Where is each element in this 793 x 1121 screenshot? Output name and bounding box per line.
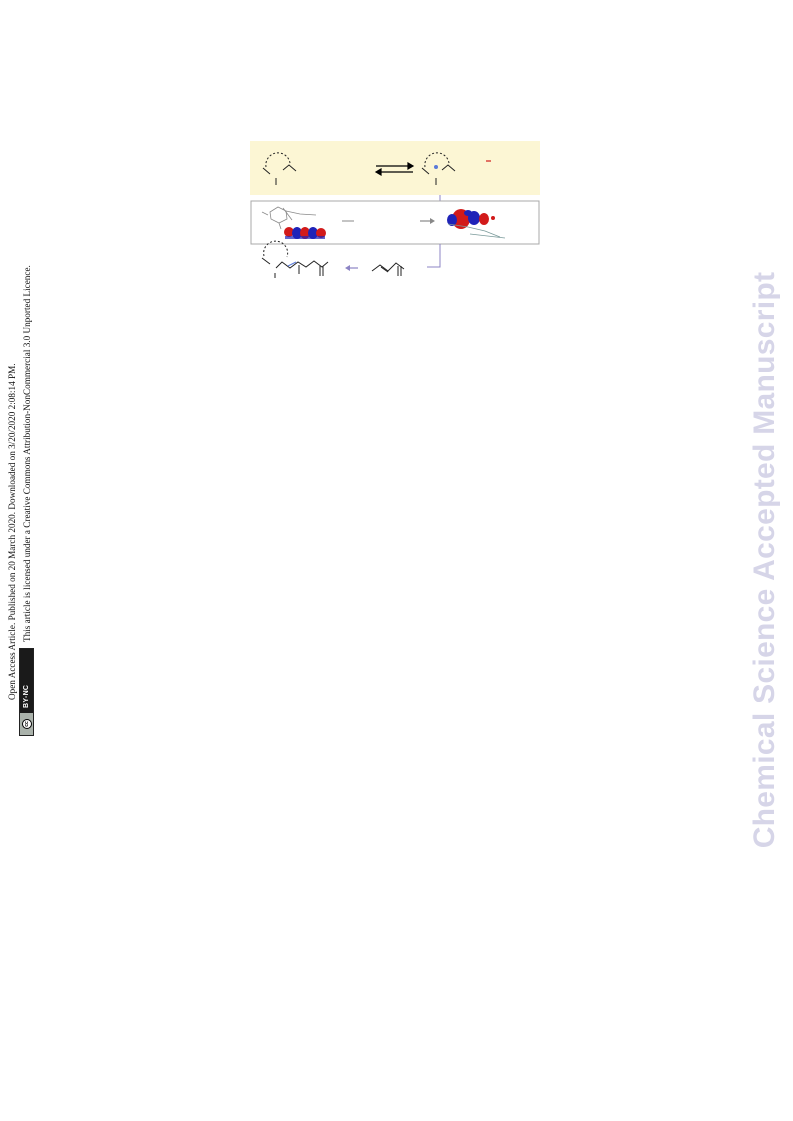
alkene-structure (372, 263, 404, 276)
badge-label: BY-NC (23, 684, 30, 708)
orbital-lobes-icon (284, 227, 326, 239)
connector-line-bottom (427, 244, 440, 267)
cation-marker (434, 165, 438, 169)
accepted-manuscript-watermark: Chemical Science Accepted Manuscript (748, 271, 781, 849)
article-published-line: Open Access Article. Published on 20 March 2020. Downloaded on 3/20/2020 2:08:14 PM. (7, 363, 17, 700)
cc-logo-symbol: cc (22, 719, 32, 729)
scheme-top-panel (250, 141, 540, 195)
product-structure (262, 241, 328, 278)
product-arrow-icon (345, 265, 358, 271)
article-licence-line: This article is licensed under a Creative Commons Attribution-NonCommercial 3.0 Unported Licence. (22, 265, 32, 642)
